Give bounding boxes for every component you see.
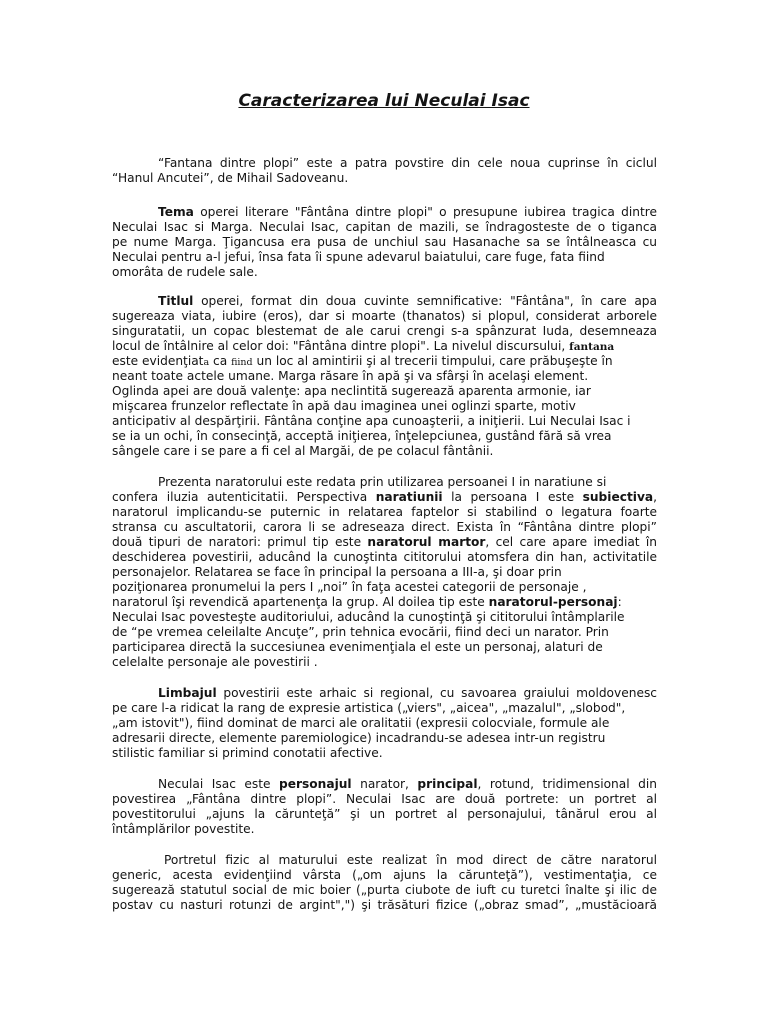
text-span: neant toate actele umane. Marga răsare în apă şi va sfârşi în acelaşi element. xyxy=(112,369,589,383)
paragraph-3-line xyxy=(112,384,657,399)
text-span: sugereaza viata, iubire (eros), dar si moarte (thanatos) si plopul, considerat arborele xyxy=(112,309,657,323)
text-span: postav cu nasturi rotunzi de argint",") şi trăsături fizice („obraz smad”, „mustăcioară xyxy=(112,898,657,912)
paragraph-5-line xyxy=(112,746,657,761)
paragraph-3-line xyxy=(112,444,657,459)
text-span: stilistic familiar si primind conotatii afective. xyxy=(112,746,383,760)
paragraph-4-line xyxy=(112,640,657,655)
text-span: generic, acesta evidenţiind vârsta („om ajuns la cărunteţă”), vestimentaţia, ce xyxy=(112,868,657,882)
paragraph-6-line xyxy=(112,777,657,792)
paragraph-5-line xyxy=(112,701,657,716)
text-span: participarea directă la succesiunea evenimenţiala el este un personaj, alaturi de xyxy=(112,640,603,654)
text-span: povestirea „Fântâna dintre plopi”. Neculai Isac are două portrete: un portret al xyxy=(112,792,657,806)
paragraph-4-line xyxy=(112,610,657,625)
paragraph-4-line xyxy=(112,655,657,670)
text-span: Oglinda apei are două valenţe: apa neclintită sugerează aparenta armonie, iar xyxy=(112,384,591,398)
text-span: povestirii este arhaic si regional, cu savoarea graiului moldovenesc xyxy=(216,686,657,700)
paragraph-3-line xyxy=(112,399,657,414)
paragraph-4-line xyxy=(112,505,657,520)
paragraph-5-line xyxy=(112,686,657,701)
paragraph-4-line xyxy=(112,475,657,490)
text-span: personajelor. Relatarea se face în principal la persoana a III-a, şi doar prin xyxy=(112,565,562,579)
bold-term: naratorul-personaj xyxy=(488,595,618,609)
text-span: se ia un ochi, în consecinţă, acceptă iniţierea, înţelepciunea, gustând fără să vrea xyxy=(112,429,612,443)
paragraph-7-line xyxy=(112,853,657,868)
paragraph-7-line xyxy=(112,868,657,883)
paragraph-4-line xyxy=(112,580,657,595)
bold-term: Titlul xyxy=(158,294,194,308)
paragraph-2-line xyxy=(112,250,657,265)
paragraph-6-line xyxy=(112,822,657,837)
text-span: Portretul fizic al maturului este realizat în mod direct de către naratorul xyxy=(164,853,657,867)
text-span: anticipativ al despărţirii. Fântâna conţine apa cunoaşterii, a iniţierii. Lui Neculai Isac i xyxy=(112,414,631,428)
paragraph-6-line xyxy=(112,807,657,822)
text-span: „am istovit"), fiind dominat de marci ale oralitatii (expresii colocviale, formule ale xyxy=(112,716,610,730)
paragraph-6-line xyxy=(112,792,657,807)
bold-term: personajul xyxy=(279,777,352,791)
text-span: locul de întâlnire al celor doi: "Fântâna dintre plopi". La nivelul discursului, xyxy=(112,339,570,353)
bold-term: Tema xyxy=(158,205,194,219)
text-span: operei, format din doua cuvinte semnificative: "Fântâna", în care apa xyxy=(193,294,657,308)
paragraph-4-line xyxy=(112,565,657,580)
text-span: Neculai Isac este xyxy=(158,777,280,791)
text-span: a xyxy=(203,357,210,368)
paragraph-3-line xyxy=(112,324,657,339)
paragraph-2-line xyxy=(112,220,657,235)
text-span: deschiderea povestirii, aducând la cunoştinta cititorului atomsfera din han, activitatile xyxy=(112,550,657,564)
text-span: ca xyxy=(209,354,232,368)
paragraph-1-line xyxy=(112,171,657,186)
text-span: două tipuri de naratori: primul tip este xyxy=(112,535,368,549)
text-span: Prezenta naratorului este redata prin utilizarea persoanei I in naratiune si xyxy=(158,475,607,489)
text-span: fiind xyxy=(231,357,253,368)
paragraph-2-line xyxy=(112,205,657,220)
paragraph-3-line xyxy=(112,429,657,444)
paragraph-4-line xyxy=(112,595,657,610)
bold-term: Limbajul xyxy=(158,686,217,700)
text-span: de “pe vremea celeilalte Ancuţe”, prin tehnica evocării, fiind deci un narator. Prin xyxy=(112,625,609,639)
text-span: , xyxy=(653,490,657,504)
paragraph-7-line xyxy=(112,898,657,913)
text-span: pe care l-a ridicat la rang de expresie artistica („viers", „aicea", „mazalul", „slobod", xyxy=(112,701,626,715)
text-span: sângele care i se pare a fi cel al Margăi, de pe colacul fântânii. xyxy=(112,444,494,458)
bold-term: naratiunii xyxy=(375,490,443,504)
text-span: pe nume Marga. Ţigancusa era pusa de unchiul sau Hasanache sa se întâlneasca cu xyxy=(112,235,657,249)
text-span: adresarii directe, elemente paremiologice) incadrandu-se adesea intr-un registru xyxy=(112,731,606,745)
text-span: Neculai pentru a-l jefui, însa fata îi spune adevarul baiatului, care fuge, fata fiind xyxy=(112,250,605,264)
bold-term: subiectiva xyxy=(582,490,654,504)
text-span: naratorul implicandu-se puternic in relatarea faptelor si stabilind o legatura foarte xyxy=(112,505,657,519)
text-span: mişcarea frunzelor reflectate în apă dau imaginea unei oglinzi sparte, motiv xyxy=(112,399,576,413)
paragraph-4-line xyxy=(112,490,657,505)
paragraph-5-line xyxy=(112,731,657,746)
paragraph-3-line xyxy=(112,414,657,429)
text-span: confera iluzia autenticitatii. Perspectiva xyxy=(112,490,376,504)
paragraph-4-line xyxy=(112,550,657,565)
text-span: omorâta de rudele sale. xyxy=(112,265,258,279)
highlighted-word: fantana xyxy=(569,341,615,353)
paragraph-4-line xyxy=(112,535,657,550)
text-span: Neculai Isac si Marga. Neculai Isac, capitan de mazili, se îndragosteste de o tiganca xyxy=(112,220,657,234)
paragraph-3-line xyxy=(112,294,657,309)
paragraph-3-line xyxy=(112,339,657,354)
paragraph-4-line xyxy=(112,520,657,535)
paragraph-5-line xyxy=(112,716,657,731)
text-span: este evidenţiat xyxy=(112,354,204,368)
paragraph-3-line xyxy=(112,309,657,324)
text-span: stransa cu ascultatorii, carora li se adreseaza direct. Exista în “Fântâna dintre plopi” xyxy=(112,520,657,534)
bold-term: naratorul martor xyxy=(367,535,486,549)
text-span: “Hanul Ancutei”, de Mihail Sadoveanu. xyxy=(112,171,349,185)
text-span: povestitorului „ajuns la cărunteţă” şi un portret al personajului, tânărul erou al xyxy=(112,807,657,821)
text-span: : xyxy=(617,595,622,609)
text-span: operei literare "Fântâna dintre plopi" o presupune iubirea tragica dintre xyxy=(193,205,657,219)
paragraph-7-line xyxy=(112,883,657,898)
text-span: poziţionarea pronumelui la pers I „noi” în faţa acestei categorii de personaje , xyxy=(112,580,587,594)
text-span: singuratatii, un copac blestemat de ale carui crengi s-a spânzurat Iuda, desemneaza xyxy=(112,324,657,338)
text-span: un loc al amintirii şi al trecerii timpului, care prăbuşeşte în xyxy=(252,354,613,368)
text-span: “Fantana dintre plopi” este a patra povstire din cele noua cuprinse în ciclul xyxy=(158,156,657,170)
text-span: la persoana I este xyxy=(442,490,583,504)
paragraph-2-line xyxy=(112,265,657,280)
paragraph-3-line xyxy=(112,369,657,384)
bold-term: principal xyxy=(417,777,478,791)
text-span: celelalte personaje ale povestirii . xyxy=(112,655,318,669)
text-span: , cel care apare imediat în xyxy=(485,535,658,549)
text-span: narator, xyxy=(351,777,418,791)
paragraph-1-line xyxy=(112,156,657,171)
text-span: Neculai Isac povesteşte auditoriului, aducând la cunoştinţă şi cititorului întâmplarile xyxy=(112,610,625,624)
text-span: întâmplărilor povestite. xyxy=(112,822,255,836)
text-span: sugerează statutul social de mic boier („purta ciubote de iuft cu turetci înalte şi ilic de xyxy=(112,883,657,897)
paragraph-4-line xyxy=(112,625,657,640)
paragraph-3-line xyxy=(112,354,657,369)
document-title: Caracterizarea lui Neculai Isac xyxy=(238,91,530,111)
text-span: naratorul îşi revendică apartenenţa la grup. Al doilea tip este xyxy=(112,595,489,609)
text-span: , rotund, tridimensional din xyxy=(477,777,657,791)
paragraph-2-line xyxy=(112,235,657,250)
